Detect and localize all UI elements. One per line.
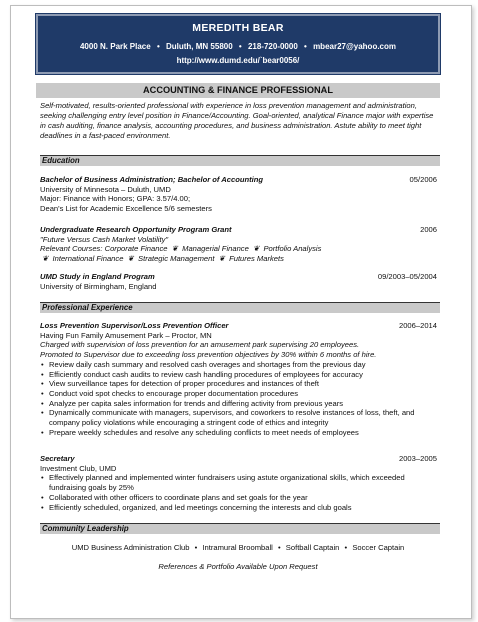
course-separator: ❦ xyxy=(171,244,178,254)
community-item: Softball Captain xyxy=(285,543,340,552)
contact-email[interactable]: mbear27@yahoo.com xyxy=(313,42,397,52)
course-separator: ❦ xyxy=(127,254,134,264)
job-title: Loss Prevention Supervisor/Loss Prevention Officer xyxy=(40,321,229,330)
entry-line: Dean's List for Academic Excellence 5/6 semesters xyxy=(40,204,212,214)
education-entry xyxy=(40,225,437,264)
contact-phone: 218-720-0000 xyxy=(247,42,298,52)
job-date: 2003–2005 xyxy=(398,454,437,463)
duty-text: Efficiently scheduled, organized, and led meetings concerning the interests and club goals xyxy=(49,502,352,512)
relevant-courses-line xyxy=(40,254,437,264)
contact-separator: • xyxy=(238,42,242,52)
duty-text: Dynamically communicate with managers, supervisors, and coworkers to resolve instances of loss, theft, and company policy violations while encouraging a stringent code of ethics and integrity xyxy=(49,408,415,428)
references-note: References & Portfolio Available Upon Request xyxy=(158,562,318,571)
education-entry xyxy=(40,175,437,214)
list-item xyxy=(40,370,437,380)
course-item: Corporate Finance xyxy=(104,244,168,254)
community-line xyxy=(36,543,440,553)
employer: Having Fun Family Amusement Park – Proctor, MN xyxy=(40,330,212,340)
bullet-glyph: • xyxy=(41,389,44,399)
course-item: Managerial Finance xyxy=(182,244,249,254)
bullet-glyph: • xyxy=(41,502,44,512)
community-separator: • xyxy=(194,543,198,552)
entry-date: 05/2006 xyxy=(409,175,437,184)
candidate-name: MEREDITH BEAR xyxy=(192,22,284,34)
grant-title: Undergraduate Research Opportunity Program Grant xyxy=(40,225,232,234)
duty-text: Effectively planned and implemented winter fundraisers using astute organizational skills, which exceeded fundraising goals by 25% xyxy=(49,473,405,493)
section-heading-education: Education xyxy=(40,155,440,166)
list-item xyxy=(40,360,437,370)
community-item: Intramural Broomball xyxy=(202,543,273,552)
bullet-glyph: • xyxy=(41,427,44,437)
program-title: UMD Study in England Program xyxy=(40,272,155,281)
community-separator: • xyxy=(344,543,348,552)
list-item xyxy=(40,473,437,492)
contact-separator: • xyxy=(304,42,307,52)
courses-label: Relevant Courses: xyxy=(40,244,103,254)
section-heading-community: Community Leadership xyxy=(40,523,440,534)
duty-text: Prepare weekly schedules and resolve any scheduling conflicts to meet needs of employees xyxy=(49,427,359,437)
job-duties-list xyxy=(40,360,437,438)
contact-line xyxy=(38,42,438,52)
community-item: UMD Business Administration Club xyxy=(71,543,190,552)
list-item xyxy=(40,399,437,409)
list-item xyxy=(40,428,437,438)
job-duties-list xyxy=(40,473,437,512)
job-title: Secretary xyxy=(40,454,75,463)
job-entry xyxy=(40,321,437,438)
duty-text: Analyze per capita sales information for trends and differing activity from previous years xyxy=(49,398,344,408)
bullet-glyph: • xyxy=(41,492,44,502)
contact-city: Duluth, MN 55800 xyxy=(165,42,233,52)
duty-text: View surveillance tapes for detection of proper procedures and instances of theft xyxy=(49,379,320,389)
section-heading-experience: Professional Experience xyxy=(40,302,440,313)
list-item xyxy=(40,503,437,513)
list-item xyxy=(40,493,437,503)
education-entry xyxy=(40,272,437,291)
contact-url[interactable]: http://www.dumd.edu/`bear0056/ xyxy=(176,55,300,65)
duty-text: Review daily cash summary and resolved cash overages and shortages from the previous day xyxy=(49,359,366,369)
course-separator: ❦ xyxy=(42,254,49,264)
course-item: International Finance xyxy=(52,254,124,264)
entry-line: University of Birmingham, England xyxy=(40,281,157,291)
relevant-courses-line xyxy=(40,244,437,254)
community-item: Soccer Captain xyxy=(352,543,405,552)
job-entry xyxy=(40,454,437,512)
bullet-glyph: • xyxy=(41,408,44,418)
list-item xyxy=(40,389,437,399)
duty-text: Efficiently conduct cash audits to review cash handling procedures of employees for accuracy xyxy=(49,369,363,379)
research-title: "Future Versus Cash Market Volatility" xyxy=(40,234,169,244)
course-item: Portfolio Analysis xyxy=(263,244,322,254)
course-item: Strategic Management xyxy=(138,254,215,264)
summary-paragraph: Self-motivated, results-oriented professional with experience in loss prevention management and administration, seeking challenging entry level position in Finance/Accounting. Goal-oriented, analytical Finance major with expertise in cash auditing, finance analysis, accounting procedures, and business administration. Astute ability to meet tight deadlines in a fast-paced environment. xyxy=(40,101,434,140)
bullet-glyph: • xyxy=(41,379,44,389)
duty-text: Conduct void spot checks to encourage proper documentation procedures xyxy=(49,389,299,399)
employer: Investment Club, UMD xyxy=(40,463,117,473)
course-separator: ❦ xyxy=(218,254,225,264)
header-banner xyxy=(36,14,440,74)
entry-date: 09/2003–05/2004 xyxy=(377,272,437,281)
list-item xyxy=(40,408,437,427)
degree-title: Bachelor of Business Administration; Bachelor of Accounting xyxy=(40,175,264,184)
bullet-glyph: • xyxy=(41,398,44,408)
bullet-glyph: • xyxy=(41,369,44,379)
bullet-glyph: • xyxy=(41,473,44,483)
duty-text: Collaborated with other officers to coordinate plans and set goals for the year xyxy=(49,492,308,502)
contact-address: 4000 N. Park Place xyxy=(79,42,151,52)
professional-title: ACCOUNTING & FINANCE PROFESSIONAL xyxy=(36,83,440,98)
job-summary-line: Promoted to Supervisor due to exceeding loss prevention objectives by 30% within 6 months of hire. xyxy=(40,350,377,360)
community-separator: • xyxy=(278,543,281,552)
contact-separator: • xyxy=(156,42,160,52)
job-date: 2006–2014 xyxy=(398,321,437,330)
course-separator: ❦ xyxy=(252,244,260,254)
entry-date: 2006 xyxy=(420,225,437,234)
entry-line: University of Minnesota – Duluth, UMD xyxy=(40,184,171,194)
course-item: Futures Markets xyxy=(229,254,284,264)
entry-line: Major: Finance with Honors; GPA: 3.57/4.00; xyxy=(40,194,191,204)
job-summary-line: Charged with supervision of loss prevention for an amusement park supervising 20 employees. xyxy=(40,340,360,350)
list-item xyxy=(40,379,437,389)
bullet-glyph: • xyxy=(41,359,44,369)
